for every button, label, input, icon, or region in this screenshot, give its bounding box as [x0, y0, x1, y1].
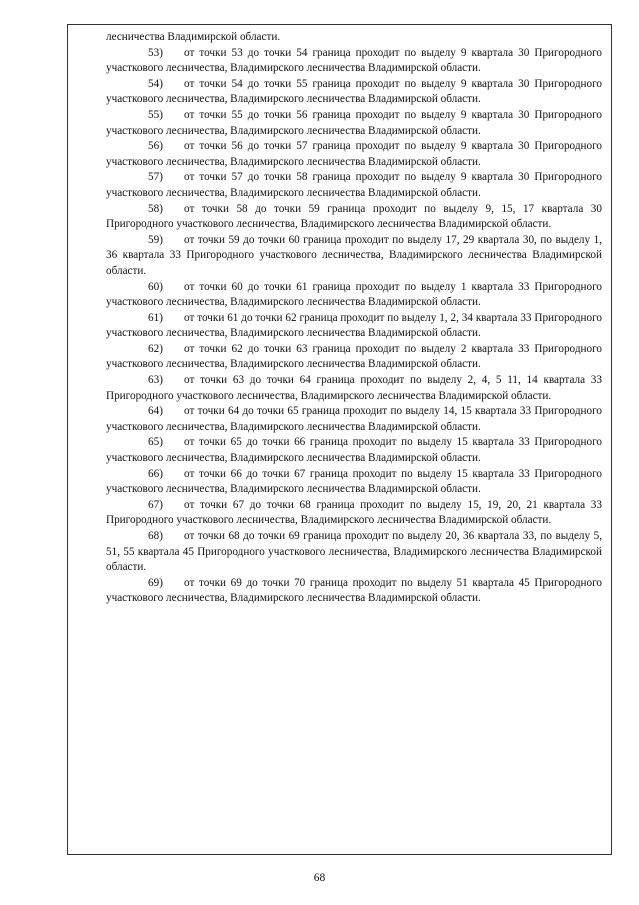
paragraph-number: 54) [148, 77, 163, 90]
boundary-paragraph-67 [106, 498, 602, 529]
boundary-paragraph-56 [106, 139, 602, 170]
paragraph-text: от точки 68 до точки 69 граница проходит по выделу 20, 36 квартала 33, по выделу 5, 51, 55 квартала 45 Пригородного участкового лесничества, Владимирского лесничества Владимирской области. [106, 530, 602, 574]
paragraph-text: от точки 63 до точки 64 граница проходит по выделу 2, 4, 5 11, 14 квартала 33 Пригородного участкового лесничества, Владимирского лесничества Владимирской области. [106, 374, 602, 402]
paragraph-number: 64) [148, 405, 163, 418]
paragraph-number: 56) [148, 140, 163, 153]
boundary-paragraph-55 [106, 108, 602, 139]
paragraph-number: 68) [148, 530, 163, 542]
paragraph-number: 57) [148, 171, 163, 184]
paragraph-number: 53) [148, 46, 163, 59]
paragraph-number: 69) [148, 576, 163, 589]
paragraph-text: от точки 62 до точки 63 граница проходит по выделу 2 квартала 33 Пригородного участкового лесничества, Владимирского лесничества Владимирской области. [106, 342, 602, 371]
paragraph-text: от точки 65 до точки 66 граница проходит по выделу 15 квартала 33 Пригородного участкового лесничества, Владимирского лесничества Владимирской области. [106, 436, 602, 465]
paragraph-number: 58) [148, 202, 163, 215]
boundary-paragraph-57 [106, 170, 602, 201]
page-frame [67, 24, 612, 855]
paragraph-number: 65) [148, 436, 163, 449]
boundary-paragraph-54 [106, 77, 602, 108]
boundary-paragraph-66 [106, 467, 602, 498]
paragraph-number: 60) [148, 280, 163, 293]
paragraph-number: 63) [148, 374, 163, 387]
paragraph-number: 55) [148, 108, 163, 121]
paragraph-text: от точки 58 до точки 59 граница проходит по выделу 9, 15, 17 квартала 30 Пригородного участкового лесничества, Владимирского лесничества Владимирской области. [106, 202, 602, 231]
continuation-paragraph: лесничества Владимирской области. [106, 31, 281, 43]
boundary-paragraph-62 [106, 342, 602, 373]
boundary-paragraph-59 [106, 233, 602, 280]
boundary-paragraph-64 [106, 404, 602, 435]
paragraph-text: от точки 56 до точки 57 граница проходит по выделу 9 квартала 30 Пригородного участкового лесничества, Владимирского лесничества Владимирской области. [106, 140, 602, 168]
paragraph-text: от точки 60 до точки 61 граница проходит по выделу 1 квартала 33 Пригородного участкового лесничества, Владимирского лесничества Владимирской области. [106, 280, 602, 309]
paragraph-number: 61) [148, 311, 163, 324]
boundary-paragraph-69 [106, 576, 602, 607]
page-number: 68 [313, 872, 326, 884]
boundary-paragraph-65 [106, 435, 602, 466]
paragraph-text: от точки 57 до точки 58 граница проходит по выделу 9 квартала 30 Пригородного участкового лесничества, Владимирского лесничества Владимирской области. [106, 171, 602, 199]
boundary-paragraph-58 [106, 202, 602, 233]
paragraph-number: 59) [148, 233, 163, 246]
paragraph-number: 67) [148, 498, 163, 511]
paragraph-text: от точки 55 до точки 56 граница проходит по выделу 9 квартала 30 Пригородного участкового лесничества, Владимирского лесничества Владимирской области. [106, 108, 602, 137]
boundary-paragraph-68 [106, 529, 602, 576]
document-body [106, 30, 602, 607]
boundary-paragraph-60 [106, 280, 602, 311]
boundary-paragraph-53 [106, 46, 602, 77]
boundary-paragraph-63 [106, 373, 602, 404]
paragraph-text: от точки 64 до точки 65 граница проходит по выделу 14, 15 квартала 33 Пригородного участкового лесничества, Владимирского лесничества Владимирской области. [106, 405, 602, 433]
paragraph-text: от точки 54 до точки 55 граница проходит по выделу 9 квартала 30 Пригородного участкового лесничества, Владимирского лесничества Владимирской области. [106, 77, 602, 106]
paragraph-number: 62) [148, 342, 163, 355]
paragraph-text: от точки 61 до точки 62 граница проходит по выделу 1, 2, 34 квартала 33 Пригородного участкового лесничества, Владимирского лесничества Владимирской области. [106, 311, 602, 340]
paragraph-text: от точки 59 до точки 60 граница проходит по выделу 17, 29 квартала 30, по выделу 1, 36 квартала 33 Пригородного участкового лесничества, Владимирского лесничества Владимирской области. [106, 233, 602, 277]
paragraph-text: от точки 66 до точки 67 граница проходит по выделу 15 квартала 33 Пригородного участкового лесничества, Владимирского лесничества Владимирской области. [106, 467, 602, 496]
paragraph-text: от точки 53 до точки 54 граница проходит по выделу 9 квартала 30 Пригородного участкового лесничества, Владимирского лесничества Владимирской области. [106, 46, 602, 75]
boundary-paragraph-61 [106, 311, 602, 342]
paragraph-number: 66) [148, 467, 163, 480]
paragraph-text: от точки 67 до точки 68 граница проходит по выделу 15, 19, 20, 21 квартала 33 Пригородного участкового лесничества, Владимирского лесничества Владимирской области. [106, 498, 602, 527]
paragraph-text: от точки 69 до точки 70 граница проходит по выделу 51 квартала 45 Пригородного участкового лесничества, Владимирского лесничества Владимирской области. [106, 576, 602, 605]
